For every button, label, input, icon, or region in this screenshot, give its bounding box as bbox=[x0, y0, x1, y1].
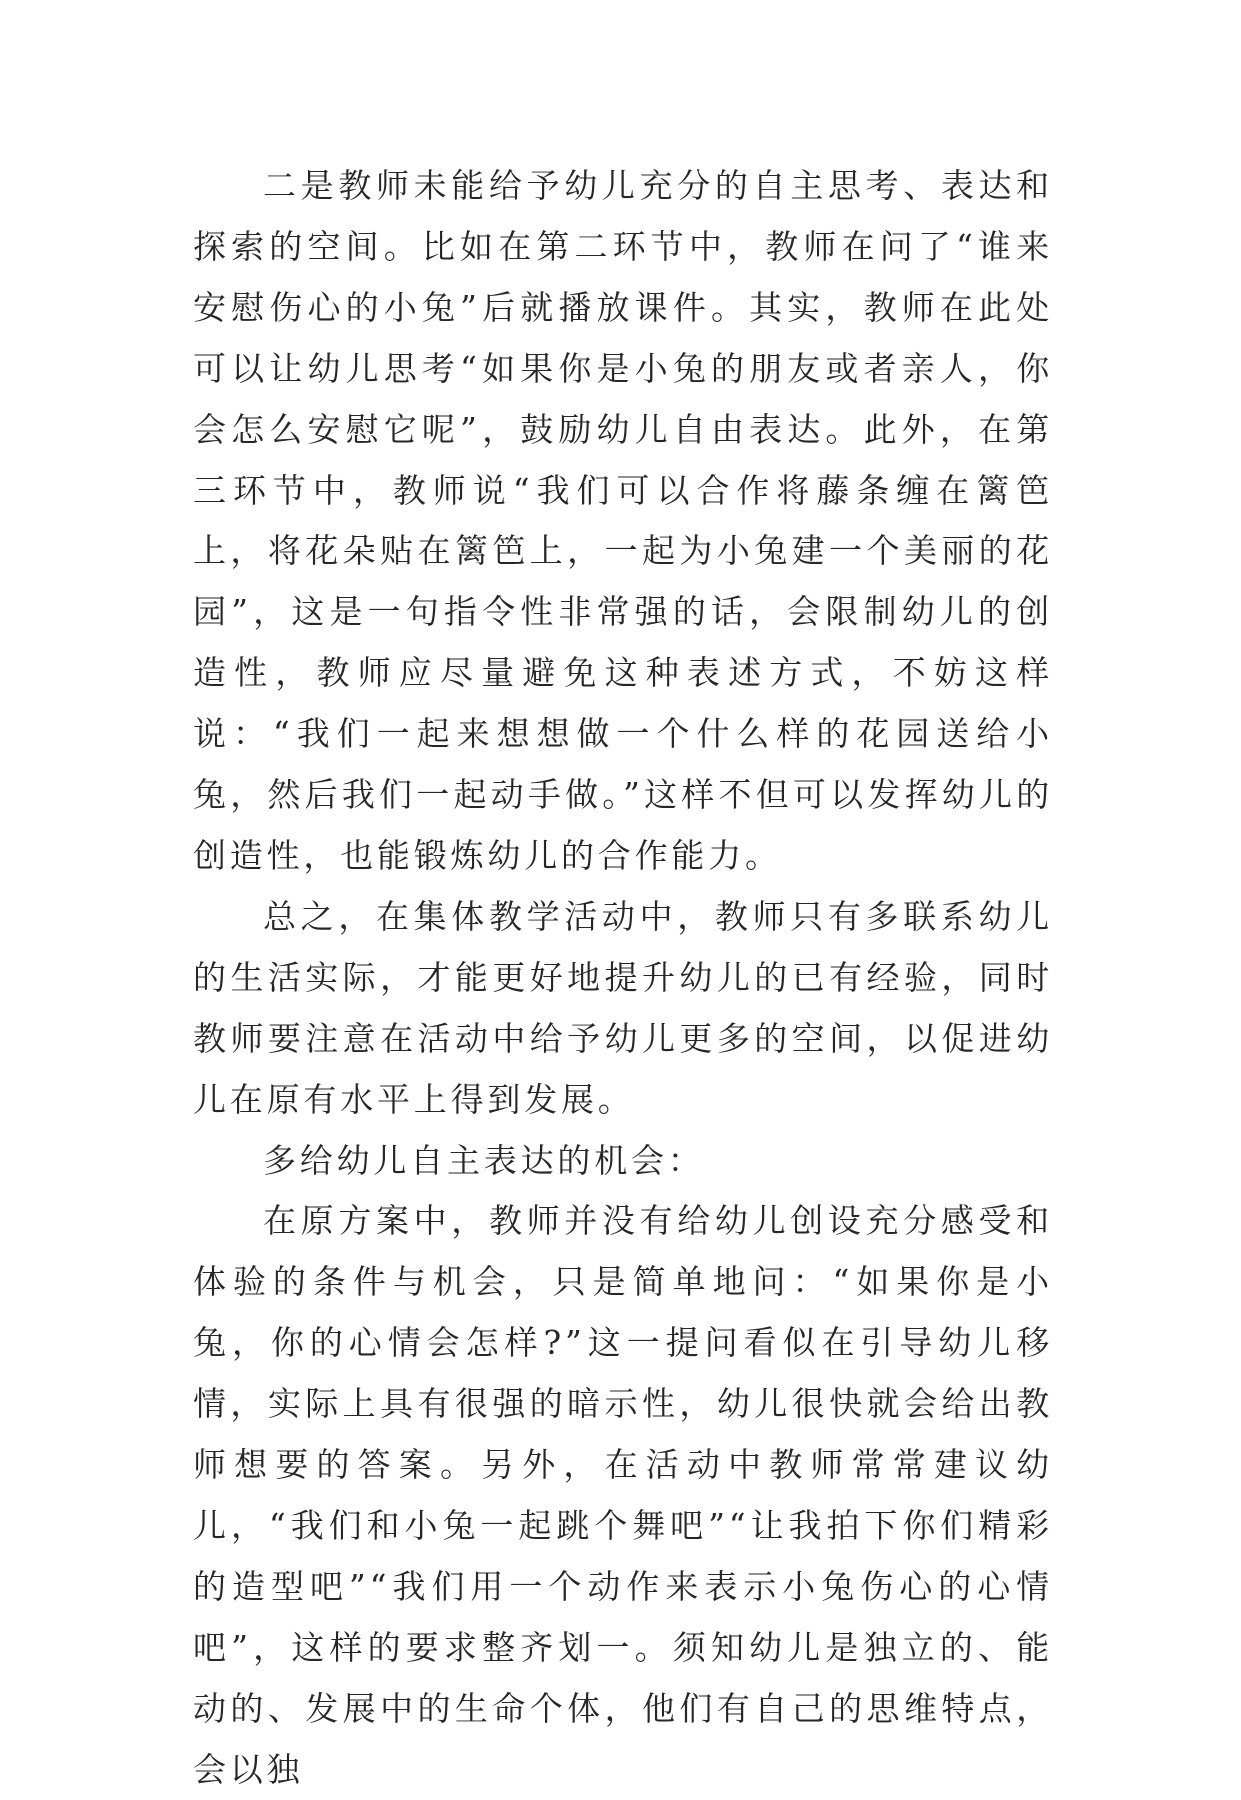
paragraph-teacher-space: 二是教师未能给予幼儿充分的自主思考、表达和探索的空间。比如在第二环节中，教师在问了“谁来安慰伤心的小兔”后就播放课件。其实，教师在此处可以让幼儿思考“如果你是小兔的朋友或者亲人，你会怎么安慰它呢”，鼓励幼儿自由表达。此外，在第三环节中，教师说“我们可以合作将藤条缠在篱笆上，将花朵贴在篱笆上，一起为小兔建一个美丽的花园”，这是一句指令性非常强的话，会限制幼儿的创造性，教师应尽量避免这种表述方式，不妨这样说：“我们一起来想想做一个什么样的花园送给小兔，然后我们一起动手做。”这样不但可以发挥幼儿的创造性，也能锻炼幼儿的合作能力。 bbox=[193, 166, 1053, 875]
paragraph-summary: 总之，在集体教学活动中，教师只有多联系幼儿的生活实际，才能更好地提升幼儿的已有经验，同时教师要注意在活动中给予幼儿更多的空间，以促进幼儿在原有水平上得到发展。 bbox=[193, 896, 1053, 1119]
document-body bbox=[193, 156, 1053, 1800]
section-heading-expression: 多给幼儿自主表达的机会： bbox=[263, 1140, 705, 1180]
paragraph-original-plan: 在原方案中，教师并没有给幼儿创设充分感受和体验的条件与机会，只是简单地问：“如果你是小兔，你的心情会怎样?”这一提问看似在引导幼儿移情，实际上具有很强的暗示性，幼儿很快就会给出教师想要的答案。另外，在活动中教师常常建议幼儿，“我们和小兔一起跳个舞吧”“让我拍下你们精彩的造型吧”“我们用一个动作来表示小兔伤心的心情吧”，这样的要求整齐划一。须知幼儿是独立的、能动的、发展中的生命个体，他们有自己的思维特点，会以独 bbox=[193, 1201, 1053, 1789]
